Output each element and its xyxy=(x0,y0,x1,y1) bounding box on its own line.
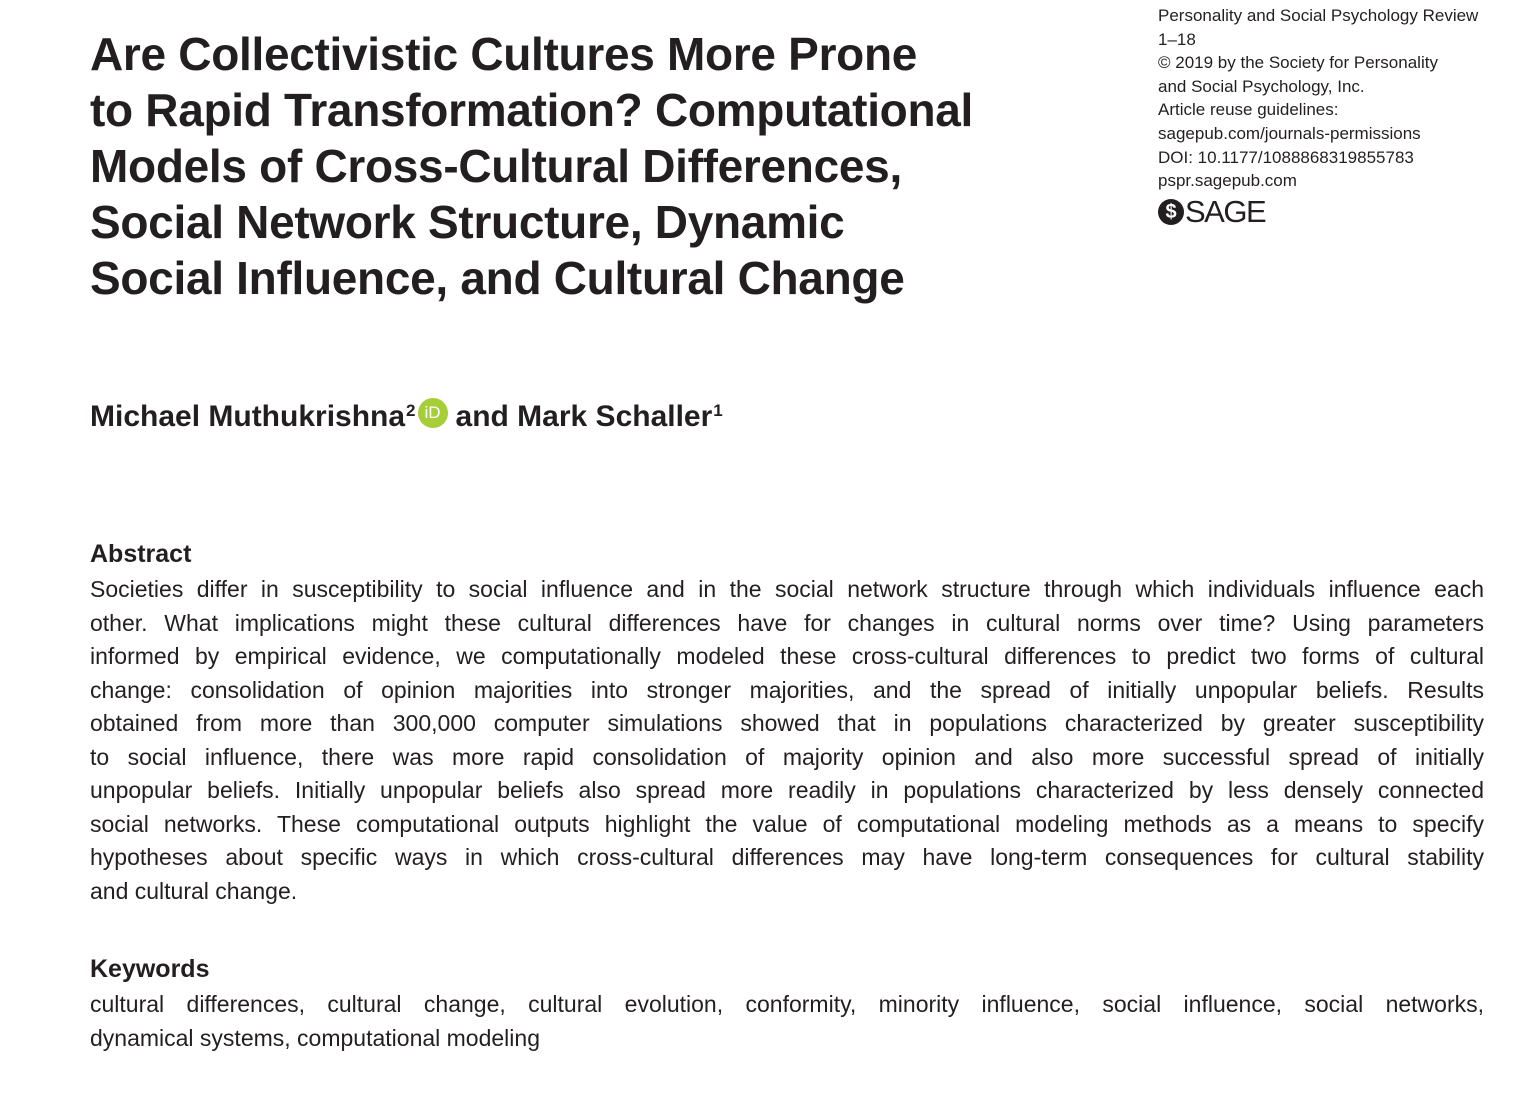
abstract-body xyxy=(90,573,1484,908)
abstract-line: obtained from more than 300,000 computer simulations showed that in populations characterized by greater susceptibility xyxy=(90,710,1484,736)
reuse-label: Article reuse guidelines: xyxy=(1158,100,1339,120)
copyright: © 2019 by the Society for Personality xyxy=(1158,53,1438,73)
keywords-line: dynamical systems, computational modeling xyxy=(90,1024,540,1051)
journal-info xyxy=(1158,4,1478,229)
affiliation-marker: 2 xyxy=(406,401,416,420)
title-line: Models of Cross-Cultural Differences, xyxy=(90,140,902,192)
article-title xyxy=(90,26,1130,306)
title-line: Social Influence, and Cultural Change xyxy=(90,252,905,304)
keywords-body xyxy=(90,988,1484,1055)
abstract-line: informed by empirical evidence, we computationally modeled these cross-cultural differences to predict two forms of cultural xyxy=(90,643,1484,669)
sage-logo xyxy=(1158,195,1478,229)
author-name: Michael Muthukrishna xyxy=(90,400,406,433)
abstract-line: change: consolidation of opinion majorities into stronger majorities, and the spread of initially unpopular beliefs. Results xyxy=(90,676,1484,703)
abstract-line: hypotheses about specific ways in which cross-cultural differences may have long-term consequences for cultural stability xyxy=(90,844,1484,870)
abstract-line: to social influence, there was more rapid consolidation of majority opinion and also more successful spread of initially xyxy=(90,743,1484,770)
sage-wordmark: SAGE xyxy=(1185,193,1266,229)
reuse-link[interactable]: sagepub.com/journals-permissions xyxy=(1158,123,1421,143)
sage-s-icon: $ xyxy=(1158,199,1184,225)
abstract-line: and cultural change. xyxy=(90,877,298,904)
abstract-line: social networks. These computational outputs highlight the value of computational modeling methods as a means to specify xyxy=(90,810,1484,837)
abstract-heading: Abstract xyxy=(90,540,192,568)
page-range: 1–18 xyxy=(1158,29,1196,49)
author-line xyxy=(90,400,723,434)
title-line: Are Collectivistic Cultures More Prone xyxy=(90,28,918,80)
abstract-line: Societies differ in susceptibility to social influence and in the social network structure through which individuals influence each xyxy=(90,576,1484,602)
journal-name: Personality and Social Psychology Review xyxy=(1158,6,1479,25)
copyright-cont: and Social Psychology, Inc. xyxy=(1158,76,1365,96)
title-line: to Rapid Transformation? Computational xyxy=(90,84,974,136)
doi[interactable]: DOI: 10.1177/1088868319855783 xyxy=(1158,147,1414,167)
abstract-line: unpopular beliefs. Initially unpopular beliefs also spread more readily in populations characterized by less densely connected xyxy=(90,777,1484,803)
keywords-line: cultural differences, cultural change, cultural evolution, conformity, minority influence, social influence, social networks, xyxy=(90,991,1484,1017)
keywords-heading: Keywords xyxy=(90,955,210,983)
abstract-line: other. What implications might these cultural differences have for changes in cultural norms over time? Using parameters xyxy=(90,609,1484,636)
affiliation-marker: 1 xyxy=(713,401,723,420)
author-name: and Mark Schaller xyxy=(455,400,713,433)
journal-site[interactable]: pspr.sagepub.com xyxy=(1158,171,1297,191)
orcid-icon[interactable]: iD xyxy=(418,398,448,428)
title-line: Social Network Structure, Dynamic xyxy=(90,196,845,248)
